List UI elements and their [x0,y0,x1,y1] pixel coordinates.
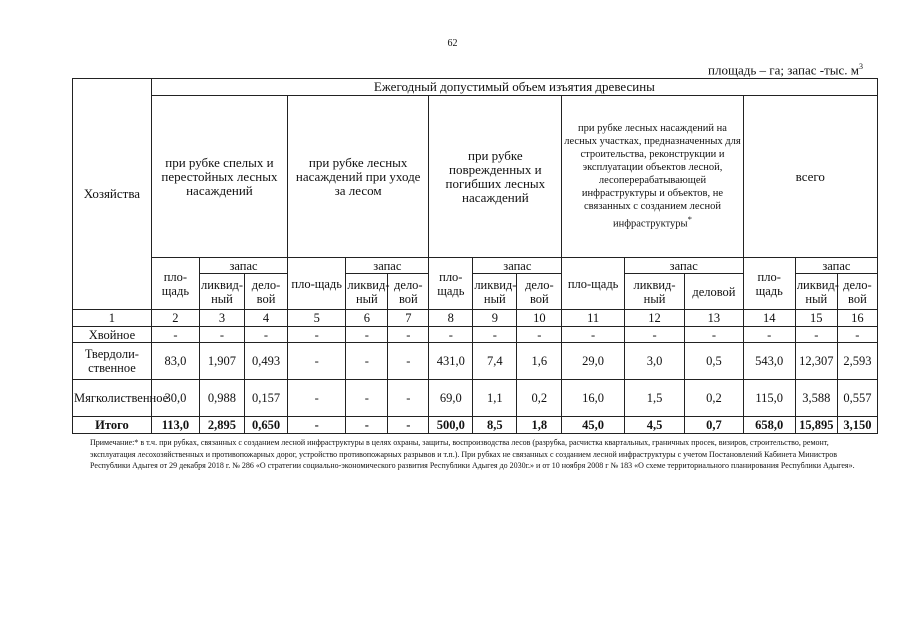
table-cell: 7,4 [473,343,517,380]
header-liquid: ликвид-ный [795,274,837,310]
table-cell: 431,0 [429,343,473,380]
col-number: 2 [151,310,199,327]
table-cell: - [288,327,346,343]
header-stock: запас [346,258,429,274]
table-cell: - [624,327,684,343]
footnote: Примечание:* в т.ч. при рубках, связанных с созданием лесной инфраструктуры в целях охраны, защиты, воспроизводства лесов (разрубка, расчистка квартальных, граничных просек, визиров, строительство, ремонт, эксплуатация лесохозяйственных и противопожарных дорог, устройство противопожарных разрывов и т.п.). При рубках не связанных с созданием лесной инфраструктуры с учетом Постановлений Кабинета Министров Республики Адыгея от 29 декабря 2018 г. № 286 «О стратегии социально-экономического развития Республики Адыгея до 2030г.» и от 10 ноября 2008 г № 183 «О схеме территориального планирования Республики Адыгея». [90,438,855,470]
table-cell: 45,0 [562,417,624,434]
col-number: 10 [517,310,562,327]
header-stock: запас [795,258,877,274]
header-business: дело-вой [245,274,288,310]
header-area: пло-щадь [429,258,473,310]
table-cell: - [685,327,743,343]
table-cell: 1,907 [199,343,244,380]
header-liquid: ликвид-ный [346,274,388,310]
table-cell: - [151,327,199,343]
col-number: 13 [685,310,743,327]
table-cell: - [562,327,624,343]
table-cell: - [346,327,388,343]
table-cell: - [288,380,346,417]
header-annual-volume: Ежегодный допустимый объем изъятия древесины [151,79,877,96]
table-cell: - [199,327,244,343]
table-cell: 3,0 [624,343,684,380]
header-liquid: ликвид-ный [624,274,684,310]
table-cell: 83,0 [151,343,199,380]
table-row [73,380,878,417]
table-cell: 0,2 [685,380,743,417]
table-cell: - [517,327,562,343]
table-cell: 4,5 [624,417,684,434]
table-cell: - [795,327,837,343]
table-cell: - [288,343,346,380]
col-number: 15 [795,310,837,327]
table-cell: 0,157 [245,380,288,417]
table-cell: 0,493 [245,343,288,380]
row-label: Твердоли-ственное [73,343,152,380]
table-cell: 2,895 [199,417,244,434]
header-group-damaged: при рубке поврежденных и погибших лесных насаждений [429,96,562,258]
table-cell: 1,5 [624,380,684,417]
page-number: 62 [447,38,458,49]
header-liquid: ликвид-ный [199,274,244,310]
table-cell: 543,0 [743,343,795,380]
header-group-infrastructure-text: при рубке лесных насаждений на лесных участках, предназначенных для строительства, реконструкции и эксплуатации объектов лесной, лесоперерабатывающей инфраструктуры и объектов, не связанных с созданием лесной инфраструктуры [564,123,741,230]
units-caption [708,62,863,78]
col-number: 6 [346,310,388,327]
col-number: 16 [837,310,877,327]
table-cell: 0,2 [517,380,562,417]
header-group-total: всего [743,96,877,258]
row-label: Итого [73,417,152,434]
col-number: 8 [429,310,473,327]
row-label: Мягколиственное [73,380,152,417]
table-cell: 3,588 [795,380,837,417]
table-cell: - [346,417,388,434]
table-cell: - [473,327,517,343]
header-group-care: при рубке лесных насаждений при уходе за лесом [288,96,429,258]
header-area: пло-щадь [562,258,624,310]
table-cell: - [346,343,388,380]
col-number: 3 [199,310,244,327]
table-cell: 1,1 [473,380,517,417]
header-liquid: ликвид-ный [473,274,517,310]
col-number: 11 [562,310,624,327]
col-number: 4 [245,310,288,327]
table-cell: 1,6 [517,343,562,380]
header-area: пло-щадь [151,258,199,310]
header-business: дело-вой [837,274,877,310]
table-cell: 15,895 [795,417,837,434]
table-cell: - [346,380,388,417]
table-cell: 29,0 [562,343,624,380]
units-sup: 3 [859,62,863,71]
row-label: Хвойное [73,327,152,343]
table-cell: - [388,380,429,417]
header-area: пло-щадь [288,258,346,310]
table-cell: 2,593 [837,343,877,380]
header-business: дело-вой [388,274,429,310]
table-cell: 16,0 [562,380,624,417]
table-cell: 658,0 [743,417,795,434]
forest-harvest-table [72,78,878,434]
table-cell: - [429,327,473,343]
table-cell: - [388,343,429,380]
col-number: 9 [473,310,517,327]
col-number: 7 [388,310,429,327]
total-row [73,417,878,434]
header-owner: Хозяйства [73,79,152,310]
header-group-mature: при рубке спелых и перестойных лесных насаждений [151,96,287,258]
header-stock: запас [624,258,743,274]
table-cell: 8,5 [473,417,517,434]
table-cell: 0,7 [685,417,743,434]
table-cell: 1,8 [517,417,562,434]
table-cell: - [245,327,288,343]
header-stock: запас [473,258,562,274]
table-cell: 3,150 [837,417,877,434]
table-cell: 113,0 [151,417,199,434]
table-cell: 115,0 [743,380,795,417]
header-business: деловой [685,274,743,310]
header-business: дело-вой [517,274,562,310]
header-group-infrastructure [562,96,743,258]
table-cell: 0,557 [837,380,877,417]
table-row [73,327,878,343]
table-cell: - [837,327,877,343]
column-number-row [73,310,878,327]
table-cell: 500,0 [429,417,473,434]
table-cell: - [743,327,795,343]
col-number: 12 [624,310,684,327]
table-cell: 0,5 [685,343,743,380]
table-cell: 30,0 [151,380,199,417]
col-number: 5 [288,310,346,327]
table-cell: 12,307 [795,343,837,380]
table-cell: 0,650 [245,417,288,434]
table-cell: - [288,417,346,434]
col-number: 1 [73,310,152,327]
table-cell: 69,0 [429,380,473,417]
table-row [73,343,878,380]
header-stock: запас [199,258,287,274]
header-area: пло-щадь [743,258,795,310]
table-cell: - [388,417,429,434]
table-cell: - [388,327,429,343]
table-cell: 0,988 [199,380,244,417]
col-number: 14 [743,310,795,327]
units-text: площадь – га; запас -тыс. м [708,62,859,78]
footnote-marker: * [687,214,692,225]
